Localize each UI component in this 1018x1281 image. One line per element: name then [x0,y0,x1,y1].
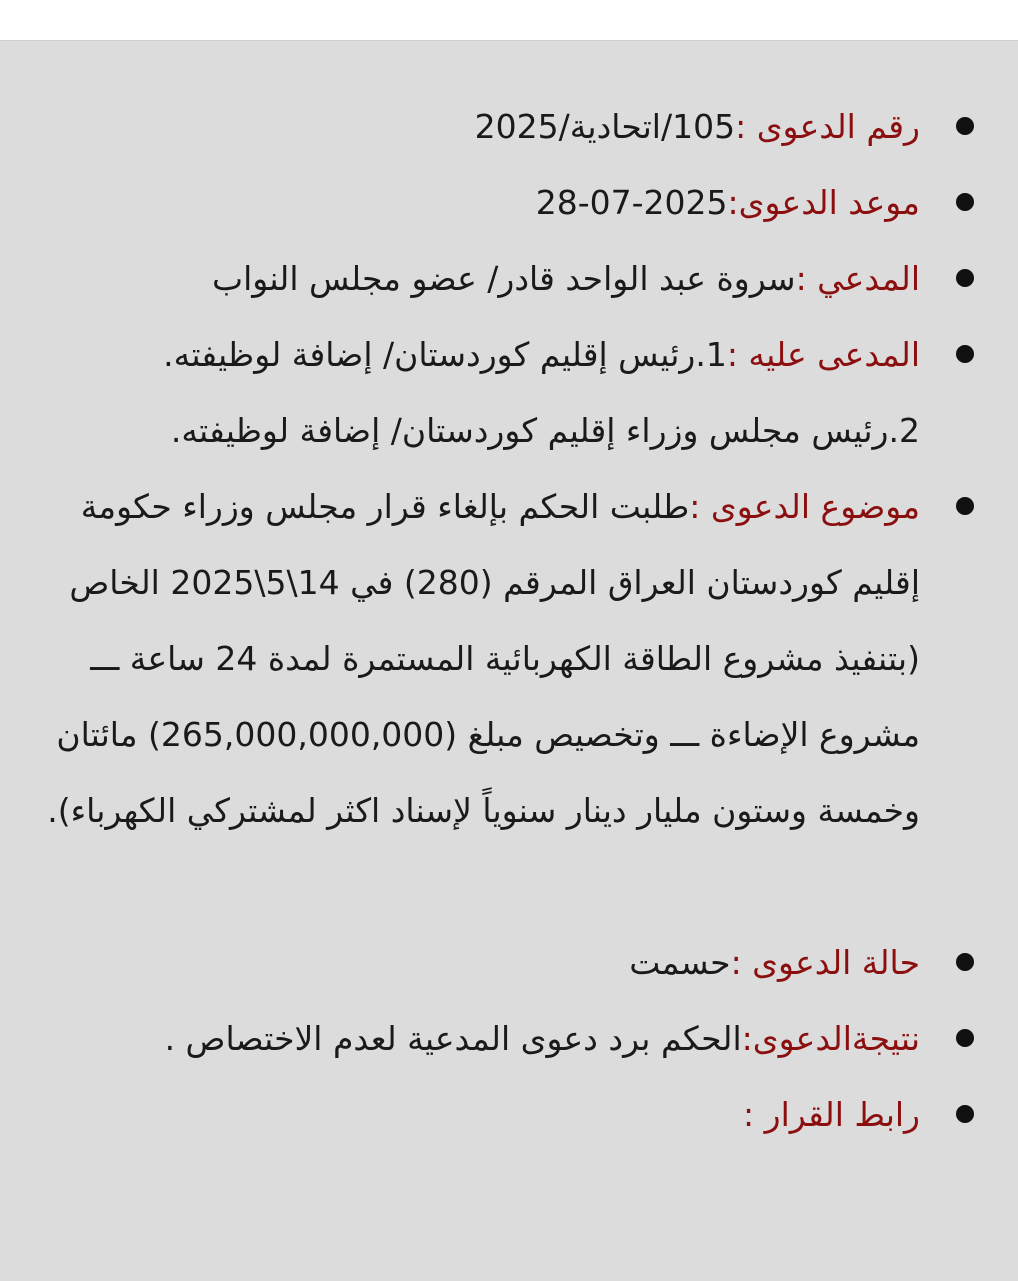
bullet-icon [956,117,974,135]
result-item [40,1001,974,1077]
case-number-item [40,89,974,165]
defendant-label: المدعى عليه : [726,335,920,374]
bullet-icon [956,269,974,287]
spacer [40,849,974,925]
bullet-icon [956,1105,974,1123]
case-date-value: 2025-07-28 [535,183,728,222]
status-label: حالة الدعوى : [730,943,920,982]
case-date-label: موعد الدعوى: [727,183,920,222]
bullet-icon [956,345,974,363]
result-label: نتيجةالدعوى: [741,1019,920,1058]
plaintiff-label: المدعي : [795,259,920,298]
defendant-line-2: 2.رئيس مجلس وزراء إقليم كوردستان/ إضافة لوظيفته. [170,411,920,450]
subject-item [40,469,974,849]
subject-value: طلبت الحكم بإلغاء قرار مجلس وزراء حكومة إقليم كوردستان العراق المرقم (280) في 14\5\2025 الخاص (بتنفيذ مشروع الطاقة الكهربائية المستمرة لمدة 24 ساعة ـــ مشروع الإضاءة ـــ وتخصيص مبلغ (265,000,000,000) مائتان وخمسة وستون مليار دينار سنوياً لإسناد اكثر لمشتركي الكهرباء). [47,487,920,830]
status-value: حسمت [629,943,731,982]
content-panel [0,40,1018,1281]
status-item [40,925,974,1001]
plaintiff-value: سروة عبد الواحد قادر/ عضو مجلس النواب [212,259,796,298]
plaintiff-item [40,241,974,317]
case-number-label: رقم الدعوى : [735,107,920,146]
case-number-value: 105/اتحادية/2025 [474,107,736,146]
decision-link-item [40,1077,974,1153]
result-value: الحكم برد دعوى المدعية لعدم الاختصاص . [164,1019,742,1058]
defendant-line-1: 1.رئيس إقليم كوردستان/ إضافة لوظيفته. [163,335,727,374]
bullet-icon [956,193,974,211]
case-date-item [40,165,974,241]
decision-link-label: رابط القرار : [743,1095,920,1134]
defendant-item [40,317,974,469]
bullet-icon [956,497,974,515]
subject-label: موضوع الدعوى : [689,487,920,526]
bullet-icon [956,953,974,971]
bullet-icon [956,1029,974,1047]
case-details-list [40,89,974,1153]
